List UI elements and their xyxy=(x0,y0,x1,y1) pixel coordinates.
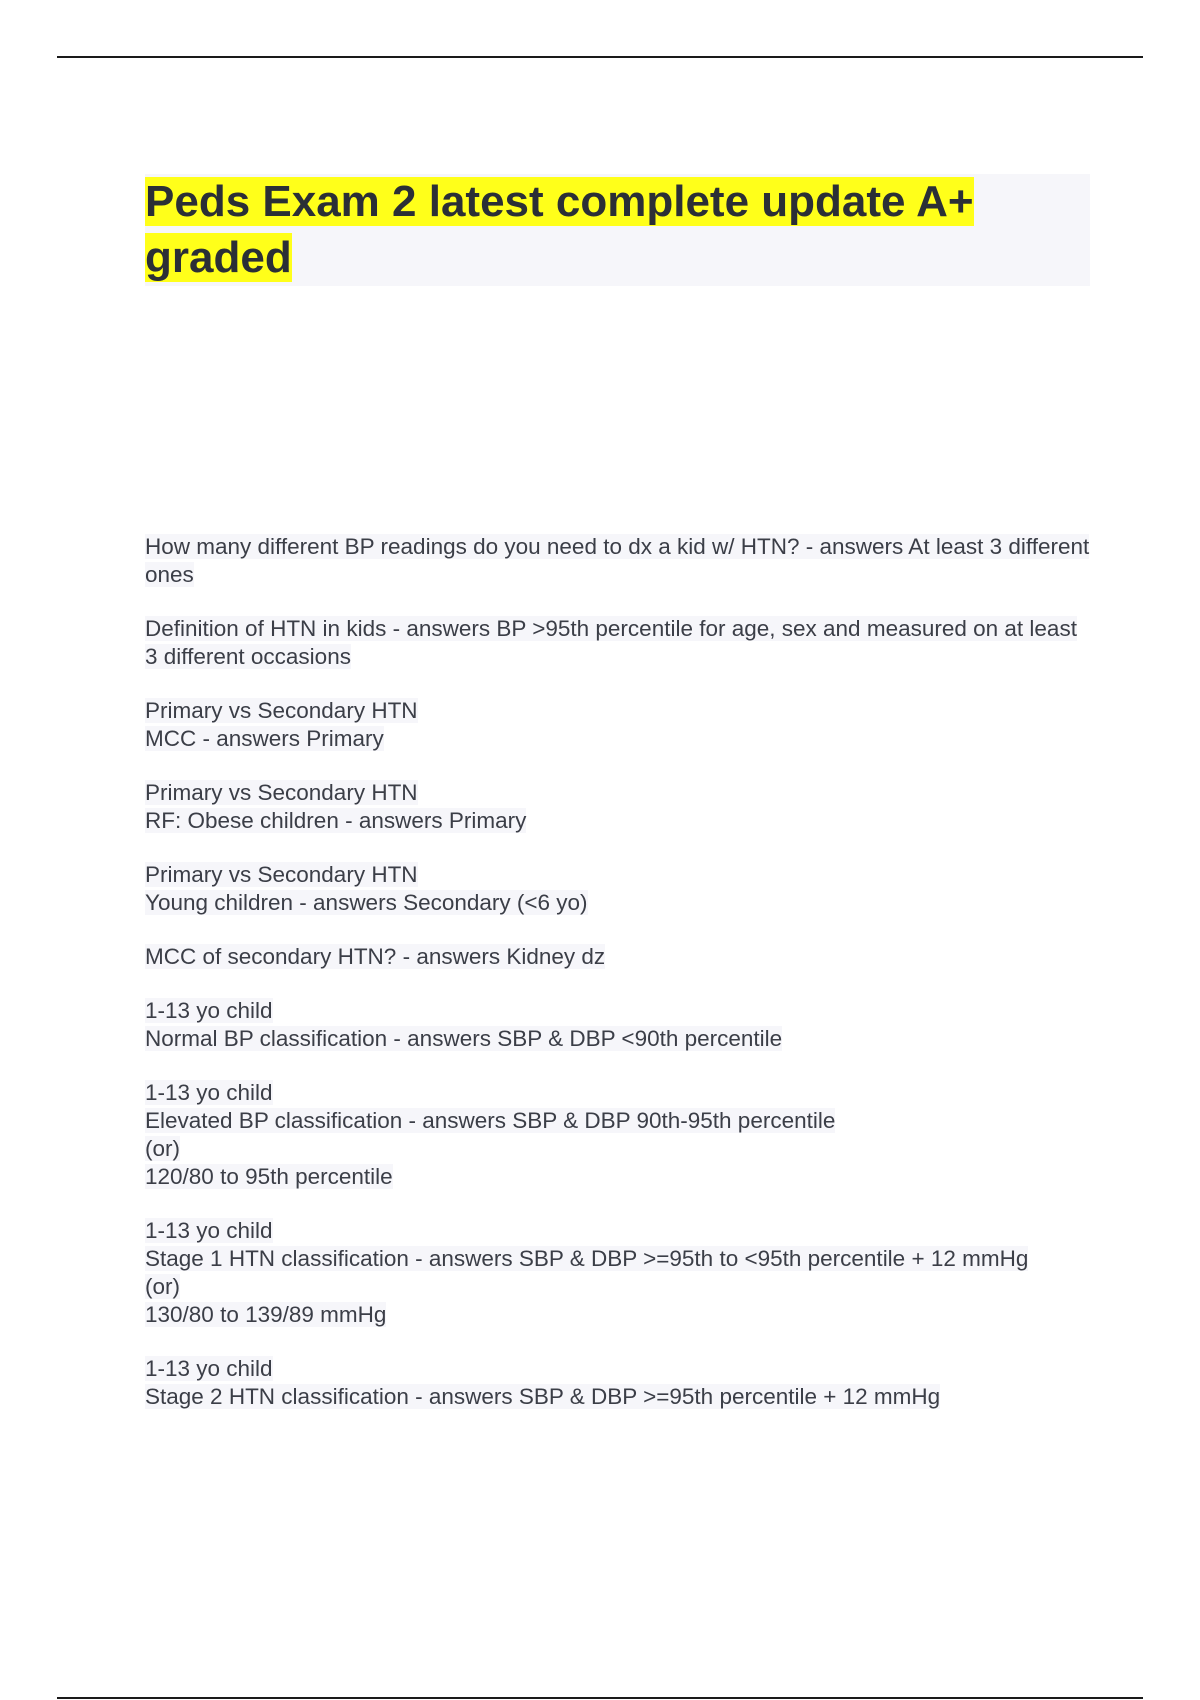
qa-line xyxy=(145,997,1095,1025)
qa-line-text: How many different BP readings do you need to dx a kid w/ HTN? - answers At least 3 different ones xyxy=(145,534,1090,587)
qa-line-text: 130/80 to 139/89 mmHg xyxy=(145,1302,387,1327)
qa-line xyxy=(145,943,1095,971)
qa-line-text: Young children - answers Secondary (<6 yo) xyxy=(145,890,588,915)
qa-line xyxy=(145,889,1095,917)
qa-line-text: MCC of secondary HTN? - answers Kidney dz xyxy=(145,944,606,969)
qa-line xyxy=(145,615,1095,671)
qa-line-text: (or) xyxy=(145,1136,180,1161)
qa-line-text: 1-13 yo child xyxy=(145,1356,273,1381)
qa-item xyxy=(145,943,1095,971)
qa-line-text: (or) xyxy=(145,1274,180,1299)
qa-list xyxy=(145,533,1095,1437)
qa-line-text: Primary vs Secondary HTN xyxy=(145,780,418,805)
qa-line xyxy=(145,533,1095,589)
qa-line xyxy=(145,1273,1095,1301)
qa-item xyxy=(145,1217,1095,1329)
qa-item xyxy=(145,533,1095,589)
qa-item xyxy=(145,779,1095,835)
qa-line xyxy=(145,1107,1095,1135)
qa-line-text: 1-13 yo child xyxy=(145,1080,273,1105)
qa-line-text: Definition of HTN in kids - answers BP >95th percentile for age, sex and measured on at least 3 different occasions xyxy=(145,616,1077,669)
qa-item xyxy=(145,697,1095,753)
qa-line xyxy=(145,1355,1095,1383)
qa-item xyxy=(145,997,1095,1053)
qa-line-text: MCC - answers Primary xyxy=(145,726,384,751)
qa-line-text: Normal BP classification - answers SBP & DBP <90th percentile xyxy=(145,1026,783,1051)
qa-line xyxy=(145,1079,1095,1107)
qa-line xyxy=(145,1135,1095,1163)
qa-item xyxy=(145,1355,1095,1411)
document-title-text: Peds Exam 2 latest complete update A+ graded xyxy=(145,177,974,282)
qa-line xyxy=(145,861,1095,889)
qa-item xyxy=(145,861,1095,917)
document-title xyxy=(145,174,1090,286)
qa-line-text: Primary vs Secondary HTN xyxy=(145,862,418,887)
qa-line-text: 1-13 yo child xyxy=(145,1218,273,1243)
qa-line-text: Elevated BP classification - answers SBP & DBP 90th-95th percentile xyxy=(145,1108,836,1133)
qa-line xyxy=(145,1025,1095,1053)
qa-line-text: 1-13 yo child xyxy=(145,998,273,1023)
qa-line-text: Stage 1 HTN classification - answers SBP & DBP >=95th to <95th percentile + 12 mmHg xyxy=(145,1246,1029,1271)
qa-line-text: RF: Obese children - answers Primary xyxy=(145,808,527,833)
footer-rule xyxy=(57,1697,1143,1699)
qa-line xyxy=(145,697,1095,725)
qa-line-text: 120/80 to 95th percentile xyxy=(145,1164,393,1189)
qa-line xyxy=(145,725,1095,753)
qa-line-text: Stage 2 HTN classification - answers SBP & DBP >=95th percentile + 12 mmHg xyxy=(145,1384,941,1409)
header-rule xyxy=(57,56,1143,58)
qa-item xyxy=(145,615,1095,671)
qa-item xyxy=(145,1079,1095,1191)
qa-line-text: Primary vs Secondary HTN xyxy=(145,698,418,723)
qa-line xyxy=(145,1217,1095,1245)
title-block xyxy=(145,174,1090,286)
qa-line xyxy=(145,779,1095,807)
qa-line xyxy=(145,1301,1095,1329)
qa-line xyxy=(145,1245,1095,1273)
qa-line xyxy=(145,807,1095,835)
qa-line xyxy=(145,1383,1095,1411)
qa-line xyxy=(145,1163,1095,1191)
